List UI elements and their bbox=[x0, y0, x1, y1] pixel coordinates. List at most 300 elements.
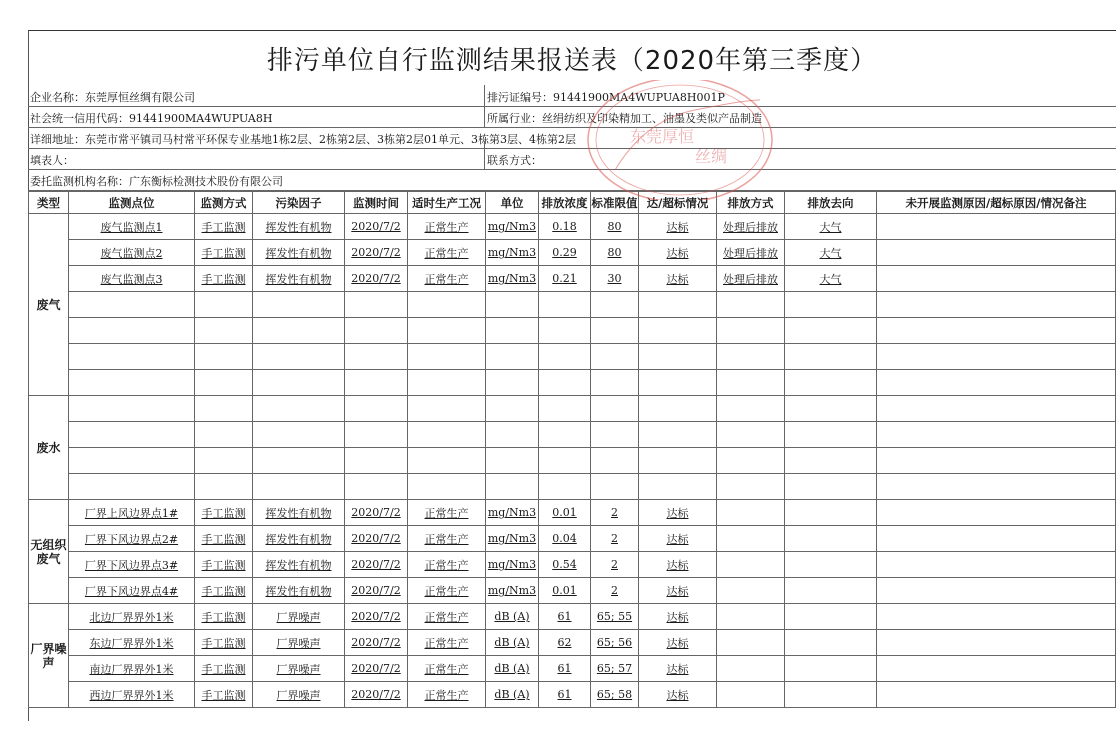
table-cell bbox=[877, 370, 1116, 396]
svg-text:东莞厚恒: 东莞厚恒 bbox=[630, 127, 695, 146]
cell-text: 挥发性有机物 bbox=[265, 584, 332, 598]
table-cell bbox=[345, 656, 408, 682]
cell-text: dB (A) bbox=[494, 610, 530, 623]
column-header: 监测时间 bbox=[345, 192, 408, 214]
table-cell bbox=[539, 604, 591, 630]
table-cell bbox=[877, 344, 1116, 370]
cell-text: 西边厂界界外1米 bbox=[89, 688, 174, 702]
cell-text: mg/Nm3 bbox=[487, 584, 537, 597]
cell-text: 2020/7/2 bbox=[351, 220, 401, 233]
table-cell bbox=[195, 344, 253, 370]
table-cell bbox=[408, 526, 486, 552]
table-cell bbox=[785, 422, 877, 448]
table-cell bbox=[591, 682, 639, 708]
filler: 填表人： bbox=[30, 154, 74, 167]
cell-text: 0.18 bbox=[552, 220, 577, 233]
table-row bbox=[29, 578, 1116, 604]
table-cell bbox=[877, 396, 1116, 422]
table-row bbox=[29, 240, 1116, 266]
cell-text: 东边厂界界外1米 bbox=[89, 636, 174, 650]
cell-text: 正常生产 bbox=[424, 636, 469, 650]
table-cell bbox=[591, 240, 639, 266]
table-cell bbox=[345, 422, 408, 448]
cell-text: 手工监测 bbox=[201, 220, 246, 234]
cell-text: 2020/7/2 bbox=[351, 506, 401, 519]
contact: 联系方式： bbox=[487, 154, 542, 167]
table-cell bbox=[69, 630, 195, 656]
cell-text: 0.01 bbox=[552, 506, 577, 519]
table-cell bbox=[486, 422, 539, 448]
table-cell bbox=[253, 604, 345, 630]
table-cell bbox=[69, 578, 195, 604]
table-cell bbox=[717, 630, 785, 656]
cell-text: 正常生产 bbox=[424, 246, 469, 260]
cell-text: 0.01 bbox=[552, 584, 577, 597]
column-header: 监测方式 bbox=[195, 192, 253, 214]
table-cell bbox=[591, 370, 639, 396]
table-cell bbox=[253, 552, 345, 578]
table-cell bbox=[785, 630, 877, 656]
column-header: 达/超标情况 bbox=[639, 192, 717, 214]
cell-text: 手工监测 bbox=[201, 558, 246, 572]
table-cell bbox=[69, 500, 195, 526]
cell-text: 2020/7/2 bbox=[351, 688, 401, 701]
table-cell bbox=[345, 266, 408, 292]
column-header: 排放去向 bbox=[785, 192, 877, 214]
table-cell bbox=[486, 578, 539, 604]
table-cell bbox=[253, 214, 345, 240]
cell-text: 0.04 bbox=[552, 532, 577, 545]
svg-text:丝绸: 丝绸 bbox=[695, 147, 728, 166]
cell-text: 达标 bbox=[666, 610, 689, 624]
permit-number: 排污证编号：91441900MA4WUPUA8H001P bbox=[487, 91, 725, 104]
table-cell bbox=[69, 266, 195, 292]
table-row bbox=[29, 474, 1116, 500]
column-header: 排放浓度 bbox=[539, 192, 591, 214]
cell-text: 手工监测 bbox=[201, 688, 246, 702]
cell-text: 大气 bbox=[819, 246, 842, 260]
table-cell bbox=[486, 682, 539, 708]
table-cell bbox=[69, 552, 195, 578]
column-header: 污染因子 bbox=[253, 192, 345, 214]
table-cell bbox=[253, 656, 345, 682]
table-cell bbox=[591, 526, 639, 552]
cell-text: 达标 bbox=[666, 636, 689, 650]
table-cell bbox=[69, 292, 195, 318]
table-cell bbox=[69, 448, 195, 474]
info-row-credit bbox=[28, 106, 1116, 128]
table-cell bbox=[69, 682, 195, 708]
table-cell bbox=[486, 474, 539, 500]
table-cell bbox=[486, 526, 539, 552]
table-cell bbox=[785, 552, 877, 578]
table-cell bbox=[408, 578, 486, 604]
table-cell bbox=[253, 578, 345, 604]
cell-text: 达标 bbox=[666, 558, 689, 572]
cell-text: dB (A) bbox=[494, 688, 530, 701]
cell-text: 挥发性有机物 bbox=[265, 246, 332, 260]
table-row bbox=[29, 318, 1116, 344]
table-cell bbox=[69, 344, 195, 370]
cell-text: 废气监测点2 bbox=[100, 246, 163, 260]
table-cell bbox=[639, 318, 717, 344]
table-cell bbox=[639, 292, 717, 318]
table-cell bbox=[408, 344, 486, 370]
results-table bbox=[28, 191, 1116, 708]
info-row-agency bbox=[28, 169, 1116, 191]
table-cell bbox=[408, 214, 486, 240]
cell-text: 2 bbox=[611, 584, 618, 597]
cell-text: 0.54 bbox=[552, 558, 577, 571]
table-row bbox=[29, 526, 1116, 552]
table-cell bbox=[877, 578, 1116, 604]
info-row-filler bbox=[28, 148, 1116, 170]
table-cell bbox=[591, 344, 639, 370]
table-cell bbox=[539, 682, 591, 708]
table-cell bbox=[539, 448, 591, 474]
table-cell bbox=[408, 682, 486, 708]
table-cell bbox=[486, 396, 539, 422]
cell-text: dB (A) bbox=[494, 662, 530, 675]
cell-text: 厂界噪声 bbox=[276, 688, 321, 702]
column-header: 适时生产工况 bbox=[408, 192, 486, 214]
table-cell bbox=[539, 526, 591, 552]
table-cell bbox=[408, 422, 486, 448]
cell-text: 正常生产 bbox=[424, 272, 469, 286]
table-cell bbox=[486, 552, 539, 578]
address: 详细地址：东莞市常平镇司马村常平环保专业基地1栋2层、2栋第2层、3栋第2层01单元、3栋第3层、4栋第2层 bbox=[30, 133, 576, 146]
table-cell bbox=[639, 474, 717, 500]
cell-text: 0.29 bbox=[552, 246, 577, 259]
table-cell bbox=[253, 500, 345, 526]
cell-text: 正常生产 bbox=[424, 558, 469, 572]
cell-text: 手工监测 bbox=[201, 610, 246, 624]
cell-text: 61 bbox=[557, 688, 572, 701]
table-cell bbox=[539, 344, 591, 370]
table-cell bbox=[591, 214, 639, 240]
table-cell bbox=[69, 422, 195, 448]
table-cell bbox=[539, 578, 591, 604]
table-row bbox=[29, 656, 1116, 682]
table-cell bbox=[639, 448, 717, 474]
table-cell bbox=[408, 552, 486, 578]
cell-text: 挥发性有机物 bbox=[265, 558, 332, 572]
table-cell bbox=[717, 682, 785, 708]
table-cell bbox=[69, 370, 195, 396]
table-cell bbox=[639, 266, 717, 292]
table-cell bbox=[877, 266, 1116, 292]
table-cell bbox=[408, 396, 486, 422]
table-cell bbox=[408, 292, 486, 318]
table-cell bbox=[591, 422, 639, 448]
table-cell bbox=[785, 318, 877, 344]
table-cell bbox=[195, 656, 253, 682]
table-cell bbox=[785, 292, 877, 318]
table-cell bbox=[877, 240, 1116, 266]
table-cell bbox=[591, 292, 639, 318]
table-cell bbox=[591, 630, 639, 656]
cell-text: 手工监测 bbox=[201, 532, 246, 546]
cell-text: 2020/7/2 bbox=[351, 610, 401, 623]
cell-text: 62 bbox=[557, 636, 572, 649]
table-cell bbox=[717, 266, 785, 292]
table-cell bbox=[877, 318, 1116, 344]
table-cell bbox=[717, 474, 785, 500]
column-header: 类型 bbox=[29, 192, 69, 214]
table-cell bbox=[345, 344, 408, 370]
table-cell bbox=[345, 292, 408, 318]
table-cell bbox=[591, 604, 639, 630]
column-header: 标准限值 bbox=[591, 192, 639, 214]
table-cell bbox=[195, 422, 253, 448]
table-cell bbox=[877, 630, 1116, 656]
table-cell bbox=[195, 474, 253, 500]
cell-text: 30 bbox=[607, 272, 622, 285]
table-cell bbox=[717, 604, 785, 630]
table-cell bbox=[717, 500, 785, 526]
table-cell bbox=[639, 370, 717, 396]
table-cell bbox=[591, 578, 639, 604]
cell-text: 处理后排放 bbox=[723, 272, 778, 286]
table-cell bbox=[345, 630, 408, 656]
cell-text: 达标 bbox=[666, 506, 689, 520]
cell-text: 大气 bbox=[819, 220, 842, 234]
table-cell bbox=[253, 526, 345, 552]
table-cell bbox=[591, 474, 639, 500]
cell-text: 2020/7/2 bbox=[351, 558, 401, 571]
table-cell bbox=[253, 292, 345, 318]
table-header bbox=[29, 192, 1116, 214]
table-cell bbox=[785, 500, 877, 526]
cell-text: 达标 bbox=[666, 662, 689, 676]
table-cell bbox=[408, 656, 486, 682]
table-cell bbox=[591, 448, 639, 474]
table-cell bbox=[345, 214, 408, 240]
table-row bbox=[29, 266, 1116, 292]
cell-text: 废气监测点1 bbox=[100, 220, 163, 234]
table-cell bbox=[195, 552, 253, 578]
table-cell bbox=[539, 214, 591, 240]
category-cell: 无组织废气 bbox=[29, 500, 69, 604]
cell-text: 挥发性有机物 bbox=[265, 220, 332, 234]
table-cell bbox=[717, 292, 785, 318]
cell-text: 65; 56 bbox=[596, 636, 633, 649]
cell-text: 厂界下风边界点3# bbox=[84, 558, 179, 572]
table-row bbox=[29, 422, 1116, 448]
table-cell bbox=[785, 396, 877, 422]
table-cell bbox=[785, 370, 877, 396]
table-cell bbox=[345, 500, 408, 526]
table-cell bbox=[408, 266, 486, 292]
table-cell bbox=[539, 422, 591, 448]
table-cell bbox=[717, 370, 785, 396]
credit-code: 社会统一信用代码：91441900MA4WUPUA8H bbox=[30, 112, 273, 125]
table-cell bbox=[877, 500, 1116, 526]
table-cell bbox=[486, 370, 539, 396]
table-cell bbox=[717, 526, 785, 552]
table-cell bbox=[877, 656, 1116, 682]
cell-text: 手工监测 bbox=[201, 662, 246, 676]
table-cell bbox=[195, 370, 253, 396]
table-cell bbox=[486, 604, 539, 630]
cell-text: 80 bbox=[607, 246, 622, 259]
table-cell bbox=[345, 396, 408, 422]
table-cell bbox=[195, 630, 253, 656]
table-cell bbox=[877, 422, 1116, 448]
table-cell bbox=[785, 526, 877, 552]
column-header: 单位 bbox=[486, 192, 539, 214]
table-cell bbox=[639, 214, 717, 240]
cell-text: 厂界噪声 bbox=[276, 610, 321, 624]
cell-text: 2 bbox=[611, 506, 618, 519]
cell-text: mg/Nm3 bbox=[487, 220, 537, 233]
cell-text: 2020/7/2 bbox=[351, 662, 401, 675]
table-cell bbox=[591, 318, 639, 344]
table-cell bbox=[877, 526, 1116, 552]
table-cell bbox=[591, 266, 639, 292]
table-cell bbox=[69, 474, 195, 500]
cell-text: 80 bbox=[607, 220, 622, 233]
table-cell bbox=[486, 266, 539, 292]
table-cell bbox=[408, 604, 486, 630]
table-cell bbox=[717, 656, 785, 682]
table-cell bbox=[69, 240, 195, 266]
cell-text: 厂界下风边界点2# bbox=[84, 532, 179, 546]
cell-text: 挥发性有机物 bbox=[265, 532, 332, 546]
table-row bbox=[29, 448, 1116, 474]
table-cell bbox=[717, 396, 785, 422]
cell-text: 厂界噪声 bbox=[276, 636, 321, 650]
table-cell bbox=[639, 656, 717, 682]
table-cell bbox=[486, 500, 539, 526]
table-cell bbox=[539, 318, 591, 344]
cell-text: 61 bbox=[557, 662, 572, 675]
cell-text: 65; 57 bbox=[596, 662, 633, 675]
table-row bbox=[29, 630, 1116, 656]
cell-text: 2 bbox=[611, 532, 618, 545]
table-cell bbox=[785, 344, 877, 370]
table-cell bbox=[639, 682, 717, 708]
table-cell bbox=[877, 474, 1116, 500]
table-cell bbox=[253, 474, 345, 500]
table-cell bbox=[877, 552, 1116, 578]
table-cell bbox=[195, 604, 253, 630]
table-cell bbox=[345, 682, 408, 708]
table-cell bbox=[195, 448, 253, 474]
cell-text: 2020/7/2 bbox=[351, 584, 401, 597]
cell-text: 正常生产 bbox=[424, 506, 469, 520]
table-cell bbox=[69, 396, 195, 422]
table-cell bbox=[345, 240, 408, 266]
table-cell bbox=[486, 214, 539, 240]
table-cell bbox=[539, 370, 591, 396]
table-cell bbox=[539, 266, 591, 292]
cell-text: 处理后排放 bbox=[723, 220, 778, 234]
table-cell bbox=[785, 266, 877, 292]
table-row bbox=[29, 370, 1116, 396]
cell-text: 达标 bbox=[666, 688, 689, 702]
table-cell bbox=[486, 318, 539, 344]
table-cell bbox=[717, 578, 785, 604]
table-cell bbox=[345, 578, 408, 604]
table-cell bbox=[195, 292, 253, 318]
column-header: 排放方式 bbox=[717, 192, 785, 214]
cell-text: 正常生产 bbox=[424, 662, 469, 676]
info-row-company bbox=[28, 85, 1116, 107]
cell-text: 2020/7/2 bbox=[351, 636, 401, 649]
table-cell bbox=[253, 682, 345, 708]
table-cell bbox=[195, 396, 253, 422]
column-header: 监测点位 bbox=[69, 192, 195, 214]
table-row bbox=[29, 344, 1116, 370]
table-cell bbox=[69, 604, 195, 630]
cell-text: mg/Nm3 bbox=[487, 558, 537, 571]
cell-text: 厂界上风边界点1# bbox=[84, 506, 179, 520]
table-cell bbox=[877, 604, 1116, 630]
cell-text: 大气 bbox=[819, 272, 842, 286]
table-cell bbox=[486, 292, 539, 318]
cell-text: 2 bbox=[611, 558, 618, 571]
table-cell bbox=[639, 526, 717, 552]
table-cell bbox=[345, 318, 408, 344]
cell-text: 手工监测 bbox=[201, 246, 246, 260]
table-cell bbox=[253, 448, 345, 474]
table-row bbox=[29, 604, 1116, 630]
table-cell bbox=[408, 318, 486, 344]
table-cell bbox=[539, 240, 591, 266]
cell-text: 0.21 bbox=[552, 272, 577, 285]
page-title: 排污单位自行监测结果报送表（2020年第三季度） bbox=[266, 46, 878, 76]
table-cell bbox=[639, 552, 717, 578]
cell-text: 达标 bbox=[666, 272, 689, 286]
table-cell bbox=[345, 448, 408, 474]
table-cell bbox=[717, 344, 785, 370]
table-cell bbox=[877, 292, 1116, 318]
company-name: 企业名称：东莞厚恒丝绸有限公司 bbox=[30, 91, 195, 104]
table-cell bbox=[408, 500, 486, 526]
table-cell bbox=[591, 500, 639, 526]
table-cell bbox=[69, 214, 195, 240]
table-row bbox=[29, 552, 1116, 578]
table-cell bbox=[539, 474, 591, 500]
table-cell bbox=[539, 552, 591, 578]
table-row bbox=[29, 292, 1116, 318]
table-cell bbox=[785, 656, 877, 682]
cell-text: 达标 bbox=[666, 532, 689, 546]
table-cell bbox=[486, 448, 539, 474]
table-cell bbox=[195, 214, 253, 240]
cell-text: mg/Nm3 bbox=[487, 246, 537, 259]
table-cell bbox=[639, 604, 717, 630]
table-cell bbox=[253, 370, 345, 396]
cell-text: 2020/7/2 bbox=[351, 272, 401, 285]
table-cell bbox=[195, 318, 253, 344]
table-cell bbox=[253, 266, 345, 292]
cell-text: dB (A) bbox=[494, 636, 530, 649]
category-cell: 废水 bbox=[29, 396, 69, 500]
cell-text: 2020/7/2 bbox=[351, 532, 401, 545]
table-cell bbox=[69, 318, 195, 344]
table-cell bbox=[253, 240, 345, 266]
table-cell bbox=[408, 474, 486, 500]
cell-text: 正常生产 bbox=[424, 220, 469, 234]
table-cell bbox=[539, 292, 591, 318]
table-cell bbox=[408, 448, 486, 474]
table-cell bbox=[717, 240, 785, 266]
table-cell bbox=[345, 604, 408, 630]
category-cell: 厂界噪声 bbox=[29, 604, 69, 708]
table-cell bbox=[785, 578, 877, 604]
